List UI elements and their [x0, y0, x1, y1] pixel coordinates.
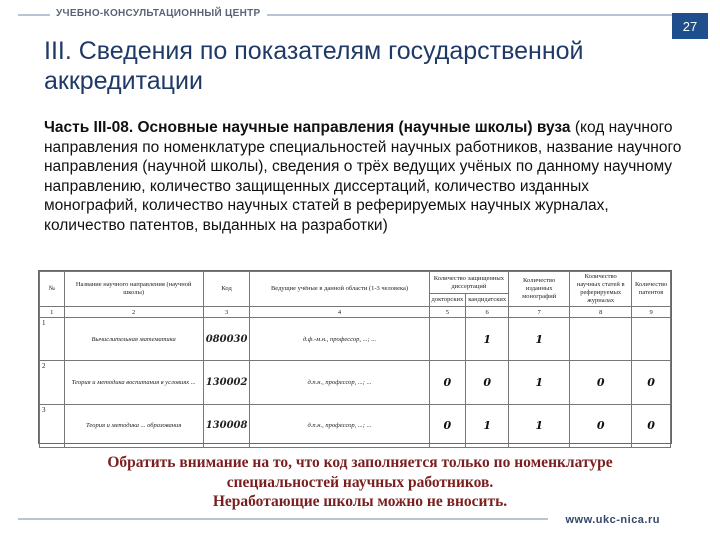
table-row [40, 361, 671, 404]
column-number: 1 [40, 307, 65, 318]
row-number: 3 [40, 404, 65, 447]
table-row [40, 404, 671, 447]
column-number: 7 [509, 307, 570, 318]
patents-cell [632, 318, 671, 361]
candidate-cell: 0 [466, 361, 509, 404]
direction-cell: Теория и методика воспитания в условиях ... [64, 361, 203, 404]
note-line-3: Неработающие школы можно не вносить. [212, 493, 508, 510]
col-monographs-header: Количество изданных монографий [509, 272, 570, 307]
scientists-cell: д.п.н., профессор, ...; ... [250, 361, 429, 404]
accreditation-table [38, 270, 672, 444]
row-number: 2 [40, 361, 65, 404]
monographs-cell: 1 [509, 318, 570, 361]
attention-note [40, 453, 680, 512]
direction-cell: Теория и методика ... образования [64, 404, 203, 447]
patents-cell: 0 [632, 361, 671, 404]
col-direction-header: Название научного направления (научной школы) [64, 272, 203, 307]
code-cell: 130002 [203, 361, 250, 404]
row-number: 1 [40, 318, 65, 361]
column-number-row [40, 307, 671, 318]
col-articles-header: Количество научных статей в реферируемых журналах [570, 272, 632, 307]
intro-text [44, 118, 684, 235]
articles-cell [570, 318, 632, 361]
code-cell: 080030 [203, 318, 250, 361]
col-doctoral-header: докторских [429, 294, 466, 307]
monographs-cell: 1 [509, 404, 570, 447]
column-number: 3 [203, 307, 250, 318]
patents-cell: 0 [632, 404, 671, 447]
column-number: 5 [429, 307, 466, 318]
note-line-2: специальностей научных работников. [226, 473, 494, 491]
col-patents-header: Количество патентов [632, 272, 671, 307]
articles-cell: 0 [570, 361, 632, 404]
col-num-header: № [40, 272, 65, 307]
brand-name: УЧЕБНО-КОНСУЛЬТАЦИОННЫЙ ЦЕНТР [50, 8, 267, 19]
col-code-header: Код [203, 272, 250, 307]
doctoral-cell: 0 [429, 404, 466, 447]
candidate-cell: 1 [466, 404, 509, 447]
part-description: (код научного направления по номенклатуре специальностей научных работников, название научного направления (научной школы), сведения о трёх ведущих учёных по данному научному направлению, количество защищенных диссертаций, количество изданных монографий, количество научных статей в реферируемых научных журналах, количество патентов, выданных на разработки) [44, 119, 682, 234]
direction-cell: Вычислительная математика [64, 318, 203, 361]
code-cell: 130008 [203, 404, 250, 447]
col-candidate-header: кандидатских [466, 294, 509, 307]
column-number: 6 [466, 307, 509, 318]
column-number: 2 [64, 307, 203, 318]
scientists-cell: д.ф.-м.н., профессор, ...; ... [250, 318, 429, 361]
footer-rule [18, 518, 548, 520]
footer-url: www.ukc-nica.ru [565, 514, 660, 526]
page-number: 27 [672, 13, 708, 39]
part-heading: Часть III-08. Основные научные направления (научные школы) вуза [44, 119, 571, 136]
column-number: 9 [632, 307, 671, 318]
doctoral-cell: 0 [429, 361, 466, 404]
note-line-1: Обратить внимание на то, что код заполняется только по номенклатуре [107, 454, 613, 471]
doctoral-cell [429, 318, 466, 361]
candidate-cell: 1 [466, 318, 509, 361]
slide-title: III. Сведения по показателям государственной аккредитации [44, 37, 584, 95]
monographs-cell: 1 [509, 361, 570, 404]
table-row [40, 318, 671, 361]
articles-cell: 0 [570, 404, 632, 447]
col-scientists-header: Ведущие учёные в данной области (1-3 человека) [250, 272, 429, 307]
scientists-cell: д.п.н., профессор, ...; ... [250, 404, 429, 447]
col-dissertations-header: Количество защищенных диссертаций [429, 272, 509, 294]
column-number: 8 [570, 307, 632, 318]
column-number: 4 [250, 307, 429, 318]
